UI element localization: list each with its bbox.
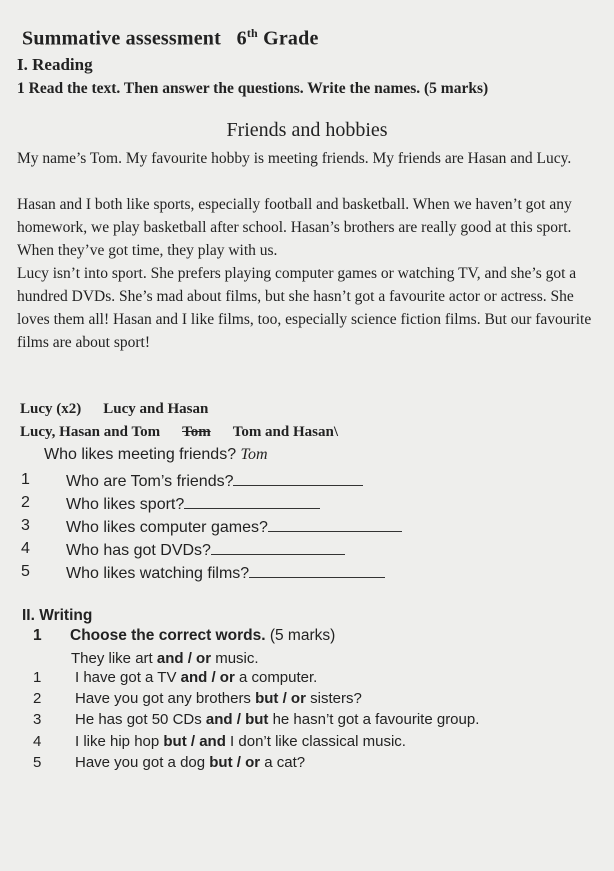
answer-option: Tom and Hasan\	[232, 424, 339, 440]
question-text: Who likes computer games?	[66, 519, 268, 536]
grade-number: 6	[236, 27, 247, 50]
item-number: 2	[33, 690, 42, 707]
word-choice[interactable]: but / and	[163, 733, 226, 750]
question-number: 5	[21, 563, 30, 580]
writing-task-marks: (5 marks)	[265, 627, 336, 644]
sentence-start: I like hip hop	[75, 733, 164, 750]
writing-heading: II. Writing	[22, 607, 93, 624]
word-choice[interactable]: but / or	[255, 690, 306, 707]
answer-blank[interactable]	[249, 563, 385, 578]
sentence-end: he hasn’t got a favourite group.	[268, 711, 480, 728]
sentence-start: He has got 50 CDs	[75, 711, 206, 728]
sentence-end: a cat?	[260, 754, 306, 771]
answer-blank[interactable]	[184, 494, 320, 509]
item-number: 1	[33, 669, 42, 686]
reading-heading: I. Reading	[17, 55, 93, 74]
word-choice[interactable]: and / or	[180, 669, 235, 686]
sentence-end: music.	[211, 650, 259, 667]
question-number: 3	[21, 517, 30, 534]
sentence-start: Have you got a dog	[75, 754, 210, 771]
word-choice[interactable]: and / but	[205, 711, 269, 728]
writing-task-instruction: Choose the correct words.	[70, 627, 266, 644]
answer-blank[interactable]	[211, 540, 345, 555]
question-text: Who are Tom’s friends?	[66, 473, 234, 490]
question-text: Who has got DVDs?	[66, 542, 211, 559]
title-text: Summative assessment	[22, 27, 221, 50]
writing-task-number: 1	[33, 627, 42, 644]
example-answer-handwritten: Tom	[240, 446, 268, 463]
grade-word: Grade	[263, 27, 319, 50]
item-number: 3	[33, 711, 42, 728]
paragraph-2: Hasan and I both like sports, especially football and basketball. When we haven’t got any homework, we play basketball after school. Hasan’s brothers are really good at this sport. When they’ve got time, they play with us.	[17, 196, 572, 259]
page-title	[22, 26, 319, 51]
text-title: Friends and hobbies	[226, 119, 388, 141]
answer-option: Lucy, Hasan and Tom	[20, 424, 161, 440]
sentence-end: sisters?	[305, 690, 362, 707]
example-question	[44, 446, 268, 464]
sentence-start: They like art	[71, 650, 157, 667]
word-choice[interactable]: and / or	[156, 650, 212, 667]
question-number: 4	[21, 540, 30, 557]
sentence-start: Have you got any brothers	[75, 690, 256, 707]
sentence-end: I don’t like classical music.	[225, 733, 406, 750]
answer-option-used: Tom	[182, 424, 211, 440]
answer-option: Lucy (x2)	[20, 401, 82, 417]
example-question-text: Who likes meeting friends?	[44, 446, 237, 463]
answer-blank[interactable]	[233, 471, 363, 486]
paragraph-3: Lucy isn’t into sport. She prefers playing computer games or watching TV, and she’s got a hundred DVDs. She’s mad about films, but she hasn’t got a favourite actor or actress. She loves them all! Hasan and I like films, too, especially science fiction films. But our favourite films are about sport!	[17, 265, 592, 351]
word-choice[interactable]: but / or	[209, 754, 261, 771]
answer-option: Lucy and Hasan	[103, 401, 209, 417]
reading-task: 1 Read the text. Then answer the questions. Write the names. (5 marks)	[17, 80, 489, 97]
paragraph-1: My name’s Tom. My favourite hobby is meeting friends. My friends are Hasan and Lucy.	[17, 150, 572, 167]
sentence-start: I have got a TV	[75, 669, 181, 686]
question-text: Who likes watching films?	[66, 565, 250, 582]
grade-superscript: th	[246, 26, 258, 40]
question-number: 1	[21, 471, 30, 488]
question-text: Who likes sport?	[66, 496, 185, 513]
item-number: 5	[33, 754, 42, 771]
sentence-end: a computer.	[234, 669, 318, 686]
answer-bank-row-1	[20, 401, 208, 418]
answer-blank[interactable]	[268, 517, 402, 532]
answer-bank-row-2	[20, 424, 338, 441]
item-number: 4	[33, 733, 42, 750]
question-number: 2	[21, 494, 30, 511]
